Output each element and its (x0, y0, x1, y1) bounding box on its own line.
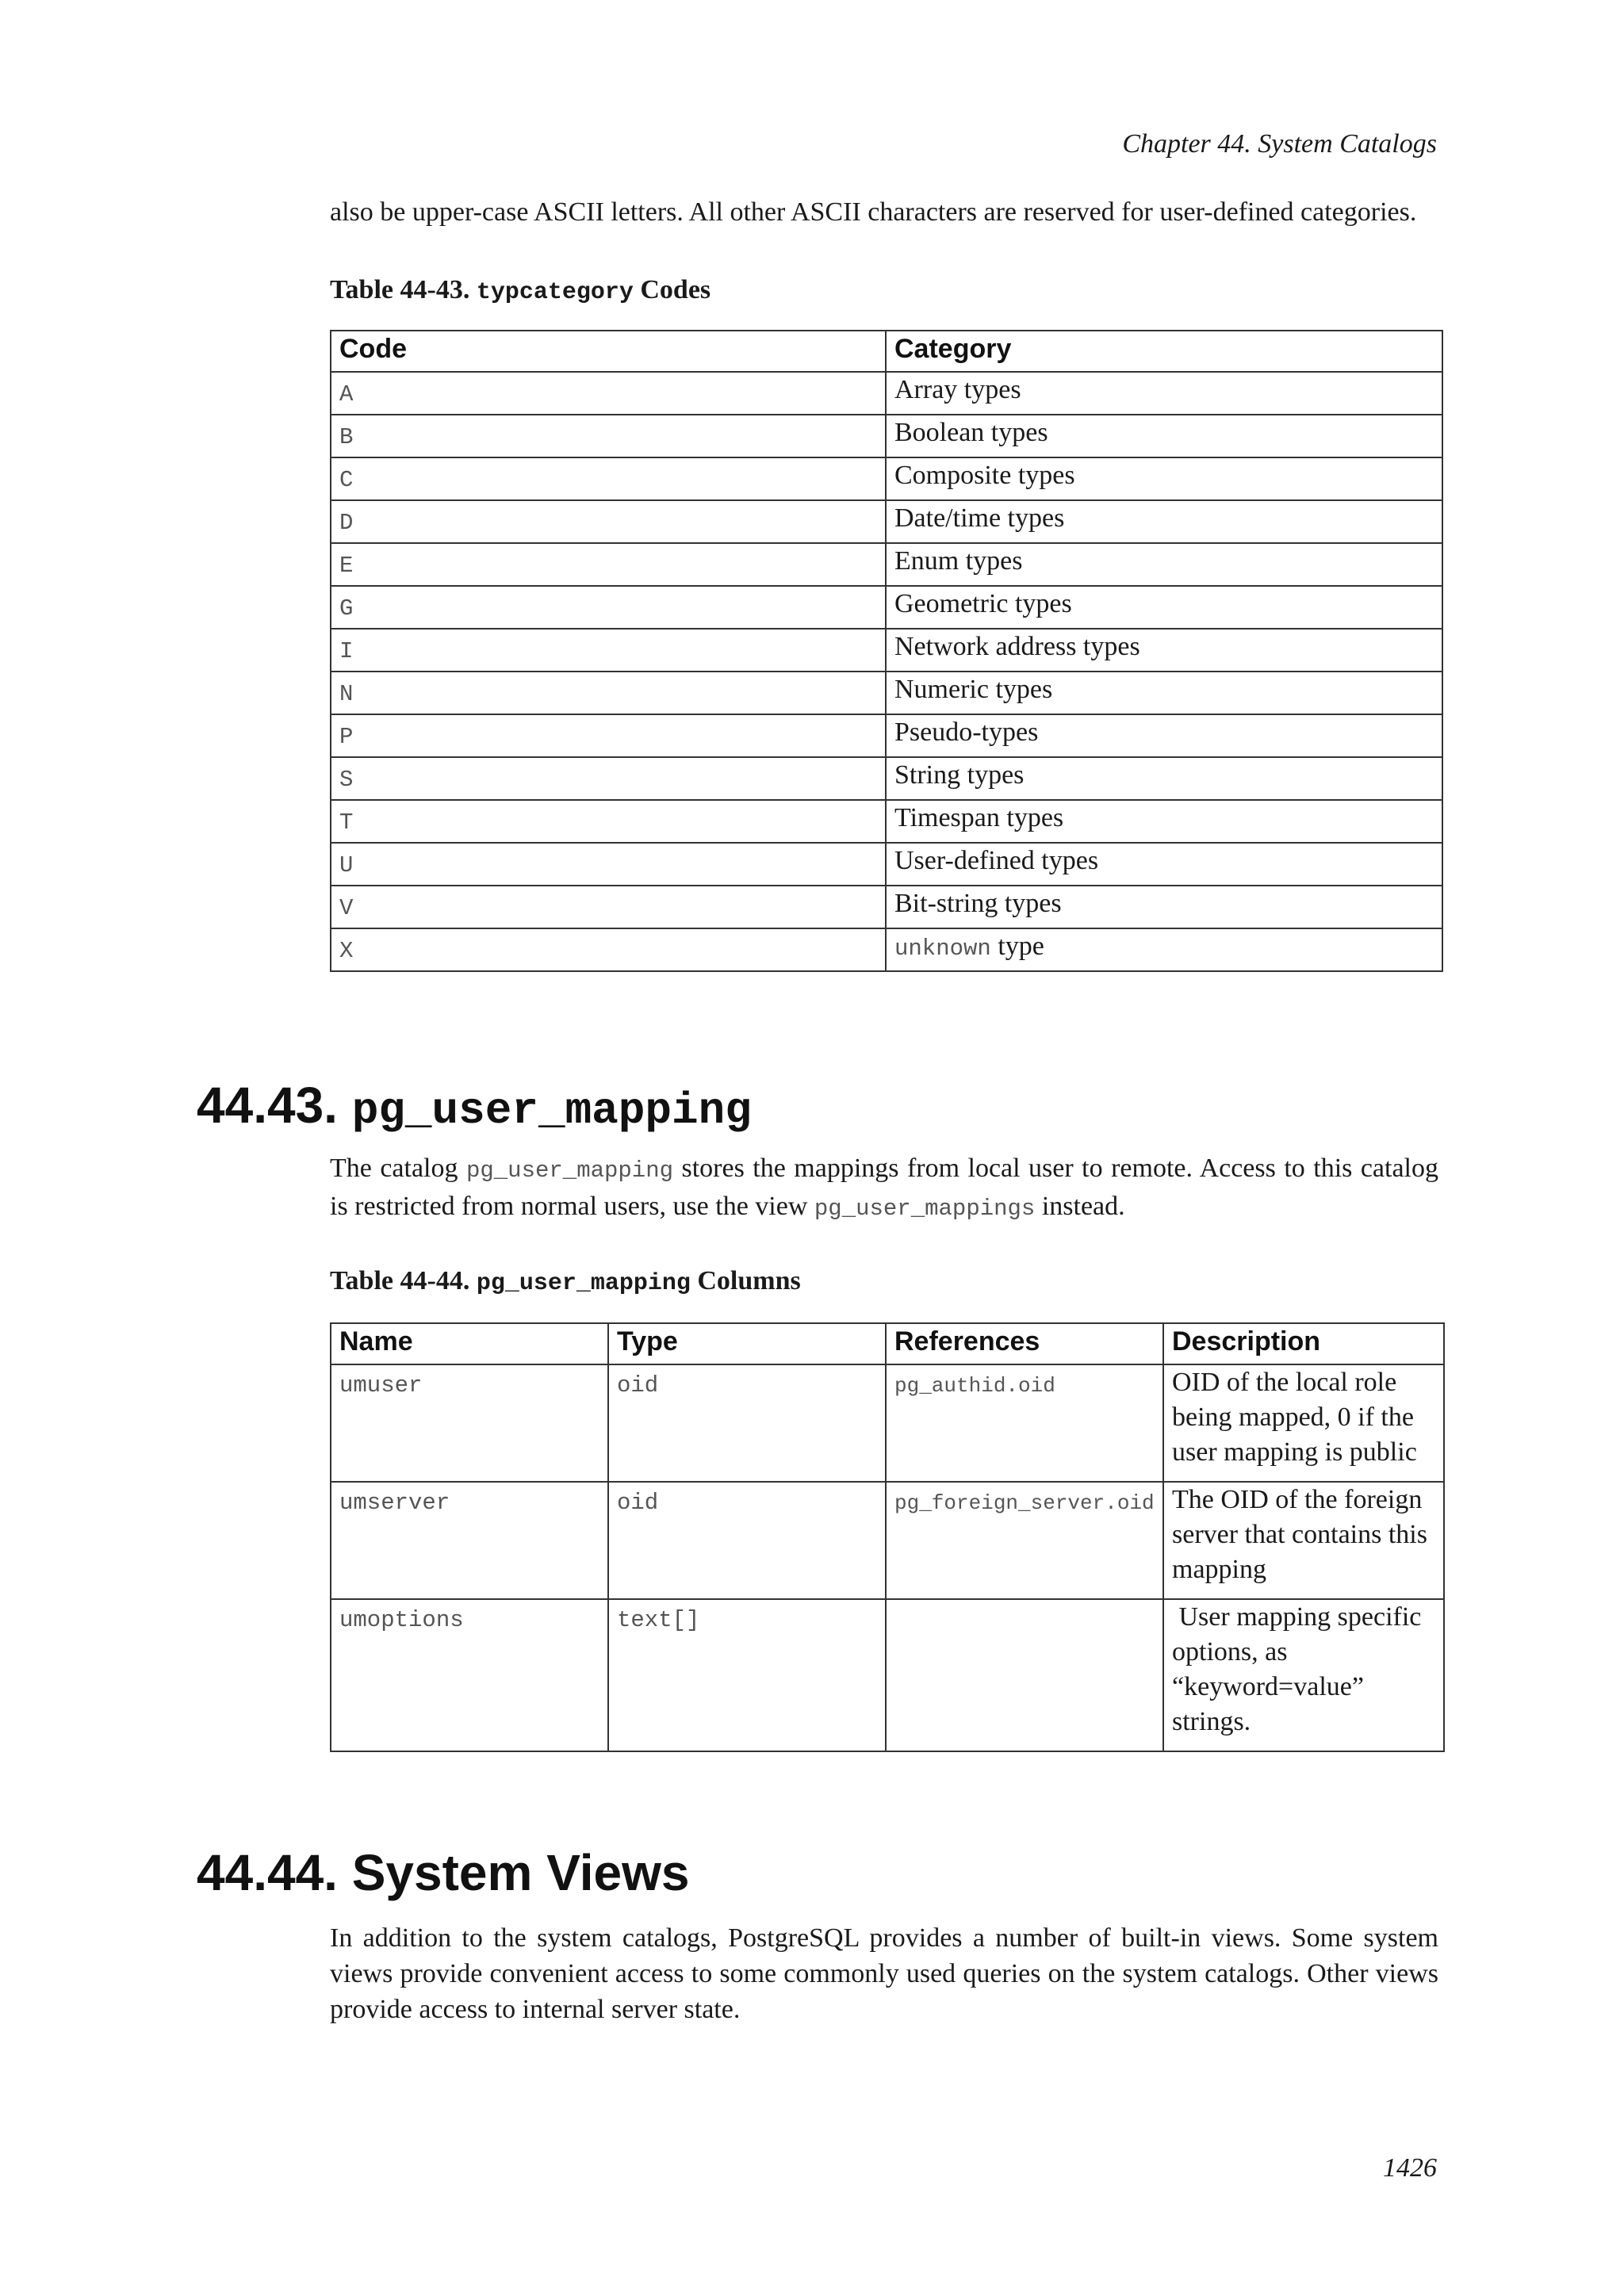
category-cell: Boolean types (886, 415, 1442, 457)
table-row (331, 543, 1442, 586)
category-cell: Numeric types (886, 672, 1442, 714)
category-cell: Array types (886, 372, 1442, 415)
table-row (331, 629, 1442, 672)
section-paragraph-system-views: In addition to the system catalogs, PostgreSQL provides a number of built-in views. Some system views provide convenient access to some commonly used queries on the system catalogs. Other views provide access to internal server state. (330, 1923, 1438, 2024)
column-header-references: References (886, 1323, 1163, 1364)
table-row (331, 714, 1442, 757)
type-cell: text[] (608, 1599, 886, 1751)
column-header-category: Category (886, 331, 1442, 372)
para-text: instead. (1035, 1192, 1125, 1221)
table-caption-pg-user-mapping (330, 1264, 801, 1301)
table-row (331, 415, 1442, 457)
category-cell (886, 928, 1442, 971)
code-cell: A (331, 372, 886, 415)
section-paragraph-pg-user-mapping (330, 1150, 1438, 1226)
caption-prefix: Table 44-44. (330, 1266, 470, 1295)
caption-suffix: Columns (697, 1266, 801, 1295)
intro-paragraph: also be upper-case ASCII letters. All other ASCII characters are reserved for user-defined categories. (330, 197, 1417, 227)
table-row (331, 886, 1442, 928)
category-cell: Network address types (886, 629, 1442, 672)
category-cell: String types (886, 757, 1442, 800)
caption-prefix: Table 44-43. (330, 275, 470, 304)
table-row (331, 757, 1442, 800)
code-cell: S (331, 757, 886, 800)
code-cell: P (331, 714, 886, 757)
section-title-code: pg_user_mapping (351, 1085, 752, 1136)
name-cell: umuser (331, 1364, 608, 1482)
table-row (331, 457, 1442, 500)
para-code: pg_user_mappings (814, 1196, 1036, 1222)
category-cell: Enum types (886, 543, 1442, 586)
section-number: 44.44. (197, 1844, 338, 1901)
column-header-type: Type (608, 1323, 886, 1364)
table-row (331, 800, 1442, 843)
table-row (331, 372, 1442, 415)
column-header-name: Name (331, 1323, 608, 1364)
page-number: 1426 (1383, 2153, 1437, 2183)
category-cell: Pseudo-types (886, 714, 1442, 757)
table-row (331, 1599, 1444, 1751)
section-heading-system-views (197, 1843, 689, 1903)
category-cell: Bit-string types (886, 886, 1442, 928)
category-cell: Composite types (886, 457, 1442, 500)
table-row (331, 500, 1442, 543)
category-code: unknown (894, 936, 991, 962)
category-cell: Timespan types (886, 800, 1442, 843)
code-cell: N (331, 672, 886, 714)
code-cell: T (331, 800, 886, 843)
section-number: 44.43. (197, 1077, 338, 1134)
table-header-row (331, 1323, 1444, 1364)
code-cell: G (331, 586, 886, 629)
pg-user-mapping-columns-table (330, 1322, 1445, 1752)
caption-code: typcategory (476, 279, 634, 306)
typcategory-table (330, 330, 1443, 972)
code-cell: D (331, 500, 886, 543)
code-cell: U (331, 843, 886, 886)
para-text: stores the mappings from local user to remote. Access to this catalog is restricted from normal users, use the view (330, 1154, 1439, 1221)
references-cell: pg_authid.oid (886, 1364, 1163, 1482)
description-cell: User mapping specific options, as “keyword=value” strings. (1163, 1599, 1444, 1751)
category-cell: Geometric types (886, 586, 1442, 629)
references-cell (886, 1599, 1163, 1751)
table-row (331, 928, 1442, 971)
section-heading-pg-user-mapping (197, 1075, 752, 1141)
section-title: System Views (351, 1844, 690, 1901)
column-header-description: Description (1163, 1323, 1444, 1364)
caption-suffix: Codes (640, 275, 711, 304)
category-cell: Date/time types (886, 500, 1442, 543)
table-header-row (331, 331, 1442, 372)
category-cell: User-defined types (886, 843, 1442, 886)
column-header-code: Code (331, 331, 886, 372)
table-caption-typcategory (330, 273, 710, 310)
caption-code: pg_user_mapping (476, 1270, 691, 1297)
para-code: pg_user_mapping (465, 1158, 674, 1184)
description-cell: OID of the local role being mapped, 0 if the user mapping is public (1163, 1364, 1444, 1482)
references-cell: pg_foreign_server.oid (886, 1482, 1163, 1599)
running-header: Chapter 44. System Catalogs (1122, 129, 1437, 159)
code-cell: B (331, 415, 886, 457)
description-cell: The OID of the foreign server that contains this mapping (1163, 1482, 1444, 1599)
name-cell: umoptions (331, 1599, 608, 1751)
category-text: type (990, 932, 1044, 961)
type-cell: oid (608, 1364, 886, 1482)
table-row (331, 1482, 1444, 1599)
code-cell: C (331, 457, 886, 500)
table-row (331, 586, 1442, 629)
para-text: The catalog (330, 1154, 466, 1183)
table-row (331, 1364, 1444, 1482)
code-cell: I (331, 629, 886, 672)
table-row (331, 672, 1442, 714)
code-cell: X (331, 928, 886, 971)
code-cell: E (331, 543, 886, 586)
table-row (331, 843, 1442, 886)
type-cell: oid (608, 1482, 886, 1599)
code-cell: V (331, 886, 886, 928)
name-cell: umserver (331, 1482, 608, 1599)
